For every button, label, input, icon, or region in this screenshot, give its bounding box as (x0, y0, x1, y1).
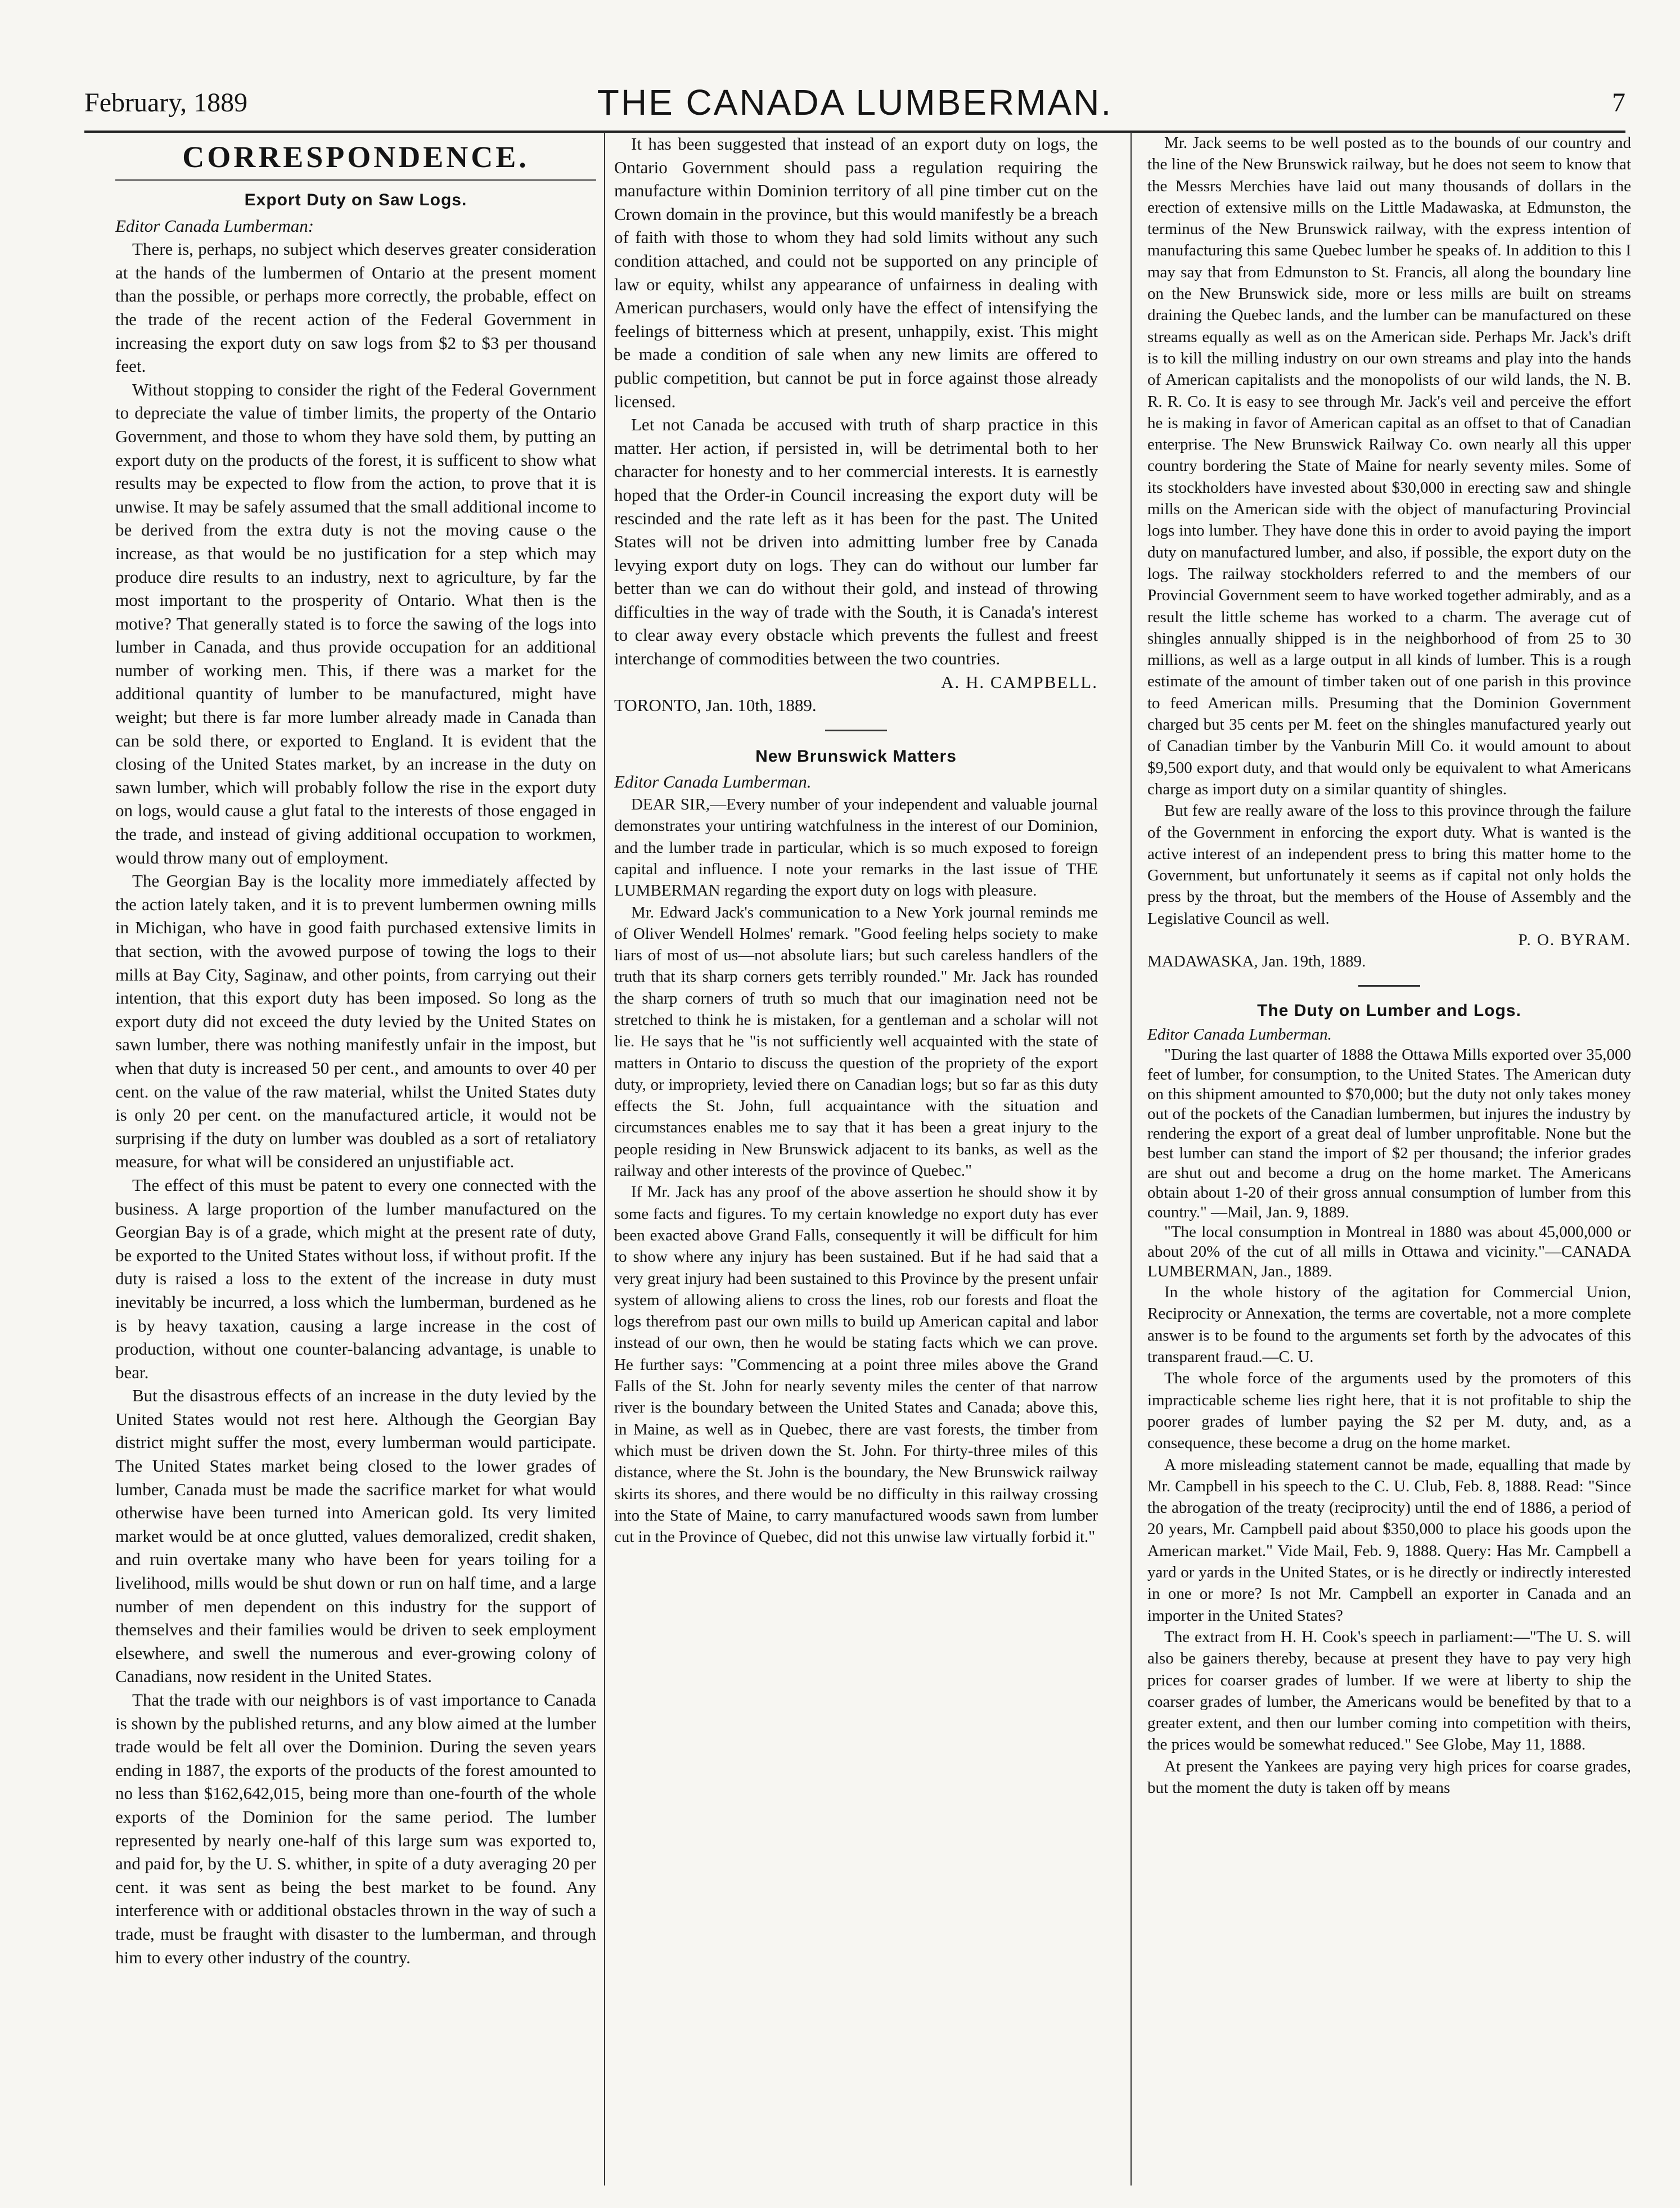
article-paragraph: The extract from H. H. Cook's speech in parliament:—"The U. S. will also be gainers thereby, because at present they have to pay very high prices for coarser grades of lumber. If we were at liberty to ship the coarser grades of lumber, the Americans would be benefited by that to a greater extent, and then our lumber coming into competition with theirs, the prices would be somewhat reduced." See Globe, May 11, 1888. (1147, 1627, 1631, 1754)
editor-line: Editor Canada Lumberman. (614, 772, 812, 792)
article-paragraph: If Mr. Jack has any proof of the above assertion he should show it by some facts and figures. To my certain knowledge no export duty has ever been exacted above Grand Falls, consequently it will be difficult for him to show where any injury has been sustained. But if he had said that a very great injury had been sustained to this Province by the present unfair system of allowing aliens to cross the lines, rob our forests and float the logs therefrom past our own mills to build up American capital and labor instead of our own, then he would be stating facts which we can prove. He further says: "Commencing at a point three miles above the Grand Falls of the St. John for nearly seventy miles the center of that narrow river is the boundary between the United States and Canada; above this, in Maine, as well as in Quebec, there are vast forests, the timber from which must be driven down the St. John. For thirty-three miles of this distance, where the St. John is the boundary, the New Brunswick railway skirts its shores, and there would be no difficulty in this railway crossing into the State of Maine, to carry manufactured woods sawn from lumber cut in the Province of Quebec, did not this unwise law virtually forbid it." (614, 1183, 1098, 1546)
article-paragraph: That the trade with our neighbors is of vast importance to Canada is shown by the published returns, and any blow aimed at the lumber trade would be felt all over the Dominion. During the seven years ending in 1887, the exports of the products of the forest amounted to no less than $162,642,015, being more than one-fourth of the whole exports of the Dominion for the same period. The lumber represented by nearly one-half of this large sum was exported to, and paid for, by the U. S. whither, in spite of a duty averaging 20 per cent. it was sent as being the best market to be found. Any interference with or additional obstacles thrown in the way of such a trade, must be fraught with disaster to the lumberman, and through him to every other industry of the country. (115, 1690, 596, 1967)
editor-line: Editor Canada Lumberman: (115, 215, 314, 236)
section-rule (115, 179, 596, 181)
editor-line: Editor Canada Lumberman. (1147, 1025, 1332, 1044)
article-paragraph: Mr. Edward Jack's communication to a New York journal reminds me of Oliver Wendell Holmes' remark. "Good feeling helps society to make liars of most of us—not absolute liars; but such careless handlers of the truth that its sharp corners gets terribly rounded." Mr. Jack has rounded the sharp corners of truth so much that our imagination need not be stretched to think he is mistaken, for a gentleman and a scholar will not lie. He says that he "is not sufficiently well acquainted with the state of matters in Ontario to discuss the question of the propriety of the export duty, or impropriety, levied there on Canadian logs; but so far as this duty effects the St. John, full acquaintance with the situation and circumstances enables me to say that it has been a great injury to the people residing in New Brunswick adjacent to its banks, as well as the railway and other interests of the province of Quebec." (614, 903, 1098, 1180)
article-paragraph: DEAR SIR,—Every number of your independent and valuable journal demonstrates your untiring watchfulness in the interest of our Dominion, and the lumber trade in particular, which is so much exposed to foreign capital and influence. I note your remarks in the last issue of THE LUMBERMAN regarding the export duty on logs with pleasure. (614, 795, 1098, 900)
article-paragraph: In the whole history of the agitation for Commercial Union, Reciprocity or Annexation, the terms are covertable, not a more complete answer is to be found to the arguments set forth by the advocates of this transparent fraud.—C. U. (1147, 1283, 1631, 1366)
column-divider (604, 132, 605, 2185)
article-paragraph: The whole force of the arguments used by the promoters of this impracticable scheme lies right here, that it is not profitable to ship the poorer grades of lumber paying the $2 per M. duty, and, as a consequence, these become a drug on the home market. (1147, 1369, 1631, 1452)
column-divider (1130, 132, 1132, 2185)
article-paragraph: Without stopping to consider the right of the Federal Government to depreciate the value of timber limits, the property of the Ontario Government, and those to whom they have sold them, by putting an export duty on the products of the forest, it is sufficent to show what results may be expected to flow from the action, to prove that it is unwise. It may be safely assumed that the small additional income to be derived from the extra duty is not the moving cause o the increase, as that would be no justification for a step which may produce dire results to an industry, next to agriculture, by far the most important to the prosperity of Ontario. What then is the motive? That generally stated is to force the sawing of the logs into lumber in Canada, and thus provide occupation for an additional number of working men. This, if there was a market for the additional quantity of lumber to be manufactured, might have weight; but there is far more lumber already made in Canada than can be sold there, or exported to England. It is evident that the closing of the United States market, by an increase in the duty on sawn lumber, which will probably follow the rise in the export duty on logs, would cause a glut fatal to the interests of those engaged in the trade, and instead of giving additional occupation to workmen, would throw many out of employment. (115, 379, 596, 867)
newspaper-title: THE CANADA LUMBERMAN. (597, 82, 1113, 123)
article-signature: P. O. BYRAM. (1518, 930, 1631, 949)
page-number: 7 (1612, 88, 1625, 118)
article-dateline: MADAWASKA, Jan. 19th, 1889. (1147, 952, 1366, 971)
section-title: CORRESPONDENCE. (182, 140, 529, 174)
article-dateline: TORONTO, Jan. 10th, 1889. (614, 695, 817, 716)
issue-date: February, 1889 (84, 88, 248, 118)
article-headline: New Brunswick Matters (755, 747, 957, 766)
masthead (84, 82, 1625, 132)
article-paragraph: But few are really aware of the loss to this province through the failure of the Government in enforcing the export duty. What is wanted is the active interest of an independent press to bring this matter home to the Government, but unfortunately it seems as if capital not only holds the press by the throat, but the members of the House of Assembly and the Legislative Council as well. (1147, 802, 1631, 928)
quoted-extract: "During the last quarter of 1888 the Ottawa Mills exported over 35,000 feet of lumber, for consumption, to the United States. The American duty on this shipment amounted to $70,000; but the duty not only takes money out of the pockets of the Canadian lumbermen, but injures the industry by rendering the export of a great deal of lumber unprofitable. None but the best lumber can stand the import of $2 per thousand; the inferior grades are shut out and become a drug on the home market. The Americans obtain about 1-20 of their gross annual consumption of lumber from this country." —Mail, Jan. 9, 1889. (1147, 1046, 1631, 1222)
article-paragraph: The effect of this must be patent to every one connected with the business. A large proportion of the lumber manufactured on the Georgian Bay is of a grade, which might at the present rate of duty, be exported to the United States without loss, if without profit. If the duty is raised a loss to the extent of the increase in duty must inevitably be incurred, a loss which the lumberman, burdened as he is by heavy taxation, causing a large increase in the cost of production, without one counter-balancing advantage, is unable to bear. (115, 1175, 596, 1382)
article-headline: The Duty on Lumber and Logs. (1257, 1001, 1521, 1020)
article-paragraph: The Georgian Bay is the locality more immediately affected by the action lately taken, and it is to prevent lumbermen owning mills in Michigan, who have in good faith purchased extensive limits in that section, with the avowed purpose of towing the logs to their mills at Bay City, Saginaw, and other points, from carrying out their intention, that this export duty has been imposed. So long as the export duty did not exceed the duty levied by the United States on sawn lumber, there was nothing manifestly unfair in the impost, but when that duty is increased 50 per cent., and amounts to over 40 per cent. on the value of the raw material, whilst the United States duty is only 20 per cent. on the manufactured article, it would not be surprising if the duty on lumber was doubled as a sort of retaliatory measure, for what will be considered an unjustifiable act. (115, 871, 596, 1172)
column-2 (614, 132, 1098, 2197)
article-headline: Export Duty on Saw Logs. (244, 191, 467, 209)
article-signature: A. H. CAMPBELL. (941, 672, 1098, 692)
article-separator (1358, 985, 1420, 987)
article-paragraph: But the disastrous effects of an increase in the duty levied by the United States would not rest here. Although the Georgian Bay district might suffer the most, every lumberman would participate. The United States market being closed to the lower grades of lumber, Canada must be made the sacrifice market for what would otherwise have been turned into American gold. Its very limited market would be at once glutted, values demoralized, credit shaken, and ruin overtake many who have been for years toiling for a livelihood, mills would be shut down or run on half time, and a large number of men dependent on this industry for the support of themselves and their families would be driven to seek employment elsewhere, and swell the numerous and ever-growing colony of Canadians, now resident in the United States. (115, 1386, 596, 1687)
article-paragraph: There is, perhaps, no subject which deserves greater consideration at the hands of the lumbermen of Ontario at the present moment than the possible, or perhaps more correctly, the probable, effect on the trade of the recent action of the Federal Government in increasing the export duty on saw logs from $2 to $3 per thousand feet. (115, 239, 596, 376)
article-paragraph: Let not Canada be accused with truth of sharp practice in this matter. Her action, if persisted in, will be detrimental both to her character for honesty and to her commercial interests. It is earnestly hoped that the Order-in Council increasing the export duty will be rescinded and the rate left as it has been for the past. The United States will not be driven into admitting lumber free by Canada levying export duty on logs. They can do without our lumber far better than we can do without their gold, and instead of throwing difficulties in the way of trade with the South, it is Canada's interest to clear away every obstacle which prevents the fullest and freest interchange of commodities between the two countries. (614, 415, 1098, 669)
article-paragraph: It has been suggested that instead of an export duty on logs, the Ontario Government should pass a regulation requiring the manufacture within Dominion territory of all pine timber cut on the Crown domain in the province, but this would manifestly be a breach of faith with those to whom they had sold limits without any such condition attached, and could not be supported on any principle of law or equity, whilst any appearance of unfairness in dealing with American purchasers, would only have the effect of intensifying the feelings of bitterness which at present, unhappily, exist. This might be made a condition of sale when any new limits are offered to public competition, but cannot be put in force against those already licensed. (614, 134, 1098, 411)
article-paragraph: At present the Yankees are paying very high prices for coarse grades, but the moment the duty is taken off by means (1147, 1757, 1631, 1797)
column-1 (115, 132, 596, 2197)
article-paragraph: A more misleading statement cannot be made, equalling that made by Mr. Campbell in his speech to the C. U. Club, Feb. 8, 1888. Read: "Since the abrogation of the treaty (reciprocity) until the end of 1886, a period of 20 years, Mr. Campbell paid about $350,000 to place his goods upon the American market." Vide Mail, Feb. 9, 1888. Query: Has Mr. Campbell a yard or yards in the United States, or is he directly or indirectly interested in one or more? Is not Mr. Campbell an exporter in Canada and an importer in the United States? (1147, 1455, 1631, 1625)
article-paragraph: Mr. Jack seems to be well posted as to the bounds of our country and the line of the New Brunswick railway, but he does not seem to know that the Messrs Merchies have laid out many thousands of dollars in the erection of extensive mills on the Little Madawaska, at Edmunston, the terminus of the New Brunswick railway, with the express intention of manufacturing this same Quebec lumber he speaks of. In addition to this I may say that from Edmunston to St. Francis, all along the boundary line on the New Brunswick side, more or less mills are built on streams draining the Quebec lands, and the lumber can be manufactured on these streams equally as well as on the American side. Perhaps Mr. Jack's drift is to kill the milling industry on our own streams and play into the hands of American capitalists and the monopolists of our wild lands, the N. B. R. R. Co. It is easy to see through Mr. Jack's veil and perceive the effort he is making in favor of American capital as an offset to that of Canadian enterprise. The New Brunswick Railway Co. own nearly all this upper country bordering the State of Maine for nearly seventy miles. Some of its stockholders have invested about $30,000 in erecting saw and shingle mills on the American side with the object of manufacturing Provincial logs into lumber. They have done this in order to avoid paying the import duty on manufactured lumber, and also, if possible, the export duty on the logs. The railway stockholders referred to and the members of our Provincial Government seem to have worked together admirably, and as a result the little scheme has worked to a charm. The average cut of shingles annually shipped is in the neighborhood of from 25 to 30 millions, as well as a large output in all kinds of lumber. This is a rough estimate of the amount of timber taken out of one parish in this province to feed American mills. Presuming that the Dominion Government charged but 35 cents per M. feet on the shingles manufactured yearly out of Canadian timber by the Vanburin Mill Co. it would amount to about $9,500 export duty, and that would only be equivalent to what Americans charge as import duty on a similar quantity of shingles. (1147, 134, 1631, 798)
article-separator (825, 730, 887, 731)
column-3 (1147, 132, 1631, 2197)
quoted-extract: "The local consumption in Montreal in 1880 was about 45,000,000 or about 20% of the cut of all mills in Ottawa and vicinity."—CANADA LUMBERMAN, Jan., 1889. (1147, 1223, 1631, 1281)
